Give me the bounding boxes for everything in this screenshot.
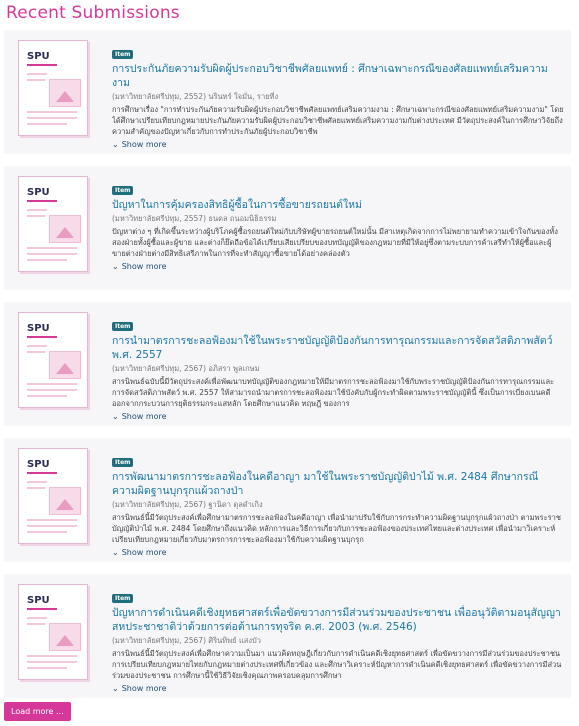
chevron-down-icon: ⌄ bbox=[112, 262, 119, 271]
list-item bbox=[4, 438, 571, 562]
thumbnail-logo: SPU bbox=[27, 595, 50, 606]
item-type-badge: Item bbox=[112, 322, 133, 331]
item-thumbnail[interactable] bbox=[18, 448, 88, 544]
item-title-link[interactable]: ปัญหาการดำเนินคดีเชิงยุทธศาสตร์เพื่อขัดขวางการมีส่วนร่วมของประชาชน เพื่ออนุวัติตามอนุสัญญาสหประชาชาติว่าด้วยการต่อต้านการทุจริต ค.ศ. 2003 (พ.ศ. 2546) bbox=[112, 607, 561, 633]
item-title-link[interactable]: การพัฒนามาตรการชะลอฟ้องในคดีอาญา มาใช้ในพระราชบัญญัติป่าไม้ พ.ศ. 2484 ศึกษากรณีความผิดฐานบุกรุกแผ้วถางป่า bbox=[112, 471, 539, 497]
section-title: Recent Submissions bbox=[6, 3, 180, 23]
item-type-badge: Item bbox=[112, 186, 133, 195]
image-placeholder-icon bbox=[49, 487, 81, 515]
list-item bbox=[4, 302, 571, 426]
chevron-down-icon: ⌄ bbox=[112, 548, 119, 557]
item-type-badge: Item bbox=[112, 458, 133, 467]
chevron-down-icon: ⌄ bbox=[112, 684, 119, 693]
item-thumbnail[interactable] bbox=[18, 312, 88, 408]
image-placeholder-icon bbox=[49, 351, 81, 379]
item-abstract: สารนิพนธ์นี้มีวัตถุประสงค์เพื่อศึกษามาตรการชะลอฟ้องในคดีอาญา เพื่อนำมาปรับใช้กับการกระทำความผิดฐานบุกรุกแผ้วถางป่า ตามพระราชบัญญัติป่าไม้ พ.ศ. 2484 โดยศึกษาถึงแนวคิด หลักการและวิธีการเกี่ยวกับการชะลอฟ้องของประเทศไทยและต่างประเทศ เพื่อนำมาวิเคราะห์ เปรียบเทียบกฎหมายเกี่ยวกับมาตรการการชะลอฟ้องมาใช้กับความผิดฐานบุกรุก bbox=[112, 513, 561, 544]
item-title-link[interactable]: การนำมาตรการชะลอฟ้องมาใช้ในพระราชบัญญัติป้องกันการทารุณกรรมและการจัดสวัสดิภาพสัตว์ พ.ศ. 2557 bbox=[112, 335, 553, 361]
show-more-button[interactable]: ⌄ Show more bbox=[112, 262, 167, 271]
show-more-button[interactable]: ⌄ Show more bbox=[112, 140, 167, 149]
item-abstract: สารนิพนธ์นี้มีวัตถุประสงค์เพื่อศึกษาความเป็นมา แนวคิดทฤษฎีเกี่ยวกับการดำเนินคดีเชิงยุทธศาสตร์ เพื่อขัดขวางการมีส่วนร่วมของประชาชน การเปรียบเทียบกฎหมายไทยกับกฎหมายต่างประเทศที่เกี่ยวข้อง และศึกษาวิเคราะห์ปัญหาการดำเนินคดีเชิงยุทธศาสตร์ เพื่อขัดขวางการมีส่วนร่วมของประชาชน การศึกษานี้ใช้วิธีวิจัยเชิงคุณภาพครอบคลุมการศึกษา bbox=[112, 649, 562, 680]
item-thumbnail[interactable] bbox=[18, 40, 88, 136]
chevron-down-icon: ⌄ bbox=[112, 140, 119, 149]
show-more-button[interactable]: ⌄ Show more bbox=[112, 412, 167, 421]
image-placeholder-icon bbox=[49, 623, 81, 651]
item-title-link[interactable]: การประกันภัยความรับผิดผู้ประกอบวิชาชีพศัลยแพทย์ : ศึกษาเฉพาะกรณีของศัลยแพทย์เสริมความงาม bbox=[112, 63, 548, 89]
item-author: (มหาวิทยาลัยศรีปทุม, 2567) ศิรินทิพย์ แสงบัว bbox=[112, 636, 262, 645]
item-author: (มหาวิทยาลัยศรีปทุม, 2557) ธนดล ถนอมนิธิธรรม bbox=[112, 214, 277, 223]
thumbnail-logo: SPU bbox=[27, 323, 50, 334]
item-abstract: ปัญหาต่าง ๆ ที่เกิดขึ้นระหว่างผู้บริโภคผู้ซื้อรถยนต์ใหม่กับบริษัทผู้ขายรถยนต์ใหม่นั้น มีสาเหตุเกิดจากการไม่พยายามทำความเข้าใจกันของทั้งสองฝ่ายทั้งผู้ซื้อและผู้ขาย และต่างก็ยึดถือข้อได้เปรียบเสียเปรียบของบทบัญญัติของกฎหมายที่มีให้อยู่ซึ่งตามระบบการค้าเสรีทำให้ผู้ซื้อและผู้ขายต่างฝ่ายต่างมีสิทธิเสรีภาพในการที่จะทำสัญญาซื้อขายได้อย่างคล่องตัว bbox=[112, 227, 558, 258]
chevron-down-icon: ⌄ bbox=[112, 412, 119, 421]
item-title-link[interactable]: ปัญหาในการคุ้มครองสิทธิผู้ซื้อในการซื้อขายรถยนต์ใหม่ bbox=[112, 199, 362, 211]
thumbnail-logo: SPU bbox=[27, 51, 50, 62]
item-type-badge: Item bbox=[112, 594, 133, 603]
item-author: (มหาวิทยาลัยศรีปทุม, 2567) อภิสรา พูลเกษม bbox=[112, 364, 260, 373]
list-item bbox=[4, 574, 571, 698]
item-thumbnail[interactable] bbox=[18, 176, 88, 272]
list-item bbox=[4, 30, 571, 154]
show-more-button[interactable]: ⌄ Show more bbox=[112, 684, 167, 693]
item-type-badge: Item bbox=[112, 50, 133, 59]
image-placeholder-icon bbox=[49, 79, 81, 107]
load-more-button[interactable]: Load more ... bbox=[4, 702, 71, 721]
item-abstract: สารนิพนธ์ฉบับนี้มีวัตถุประสงค์เพื่อพัฒนาบทบัญญัติของกฎหมายให้มีมาตรการชะลอฟ้องมาใช้กับพระราชบัญญัติป้องกันการทารุณกรรมและการจัดสวัสดิภาพสัตว์ พ.ศ. 2557 ให้สามารถนำมาตรการชะลอฟ้องมาใช้บังคับกับผู้กระทำผิดตามพระราชบัญญัตินี้ ซึ่งเป็นการเบี่ยงเบนคดีออกจากกระบวนการยุติธรรมกระแสหลัก โดยศึกษาแนวคิด ทฤษฎี ของการ bbox=[112, 377, 555, 408]
image-placeholder-icon bbox=[49, 215, 81, 243]
item-author: (มหาวิทยาลัยศรีปทุม, 2552) นรินทร์ ใจมั่น, รายที่ง bbox=[112, 92, 279, 101]
show-more-button[interactable]: ⌄ Show more bbox=[112, 548, 167, 557]
item-author: (มหาวิทยาลัยศรีปทุม, 2567) ฐานิดา ดุลดำเกิง bbox=[112, 500, 263, 509]
item-thumbnail[interactable] bbox=[18, 584, 88, 680]
thumbnail-logo: SPU bbox=[27, 187, 50, 198]
thumbnail-logo: SPU bbox=[27, 459, 50, 470]
item-abstract: การศึกษาเรื่อง "การทำประกันภัยความรับผิดผู้ประกอบวิชาชีพศัลยแพทย์เสริมความงาม : ศึกษาเฉพาะกรณีของศัลยแพทย์เสริมความงาม" โดยได้ศึกษาเปรียบเทียบกฎหมายประกันภัยความรับผิดผู้ประกอบวิชาชีพศัลยแพทย์เสริมความงามกับต่างประเทศ มีวัตถุประสงค์ในการศึกษาวิจัยถึงความสำคัญของปัญหาเกี่ยวกับการทำประกันภัยผู้ประกอบวิชาชีพ bbox=[112, 105, 564, 136]
list-item bbox=[4, 166, 571, 290]
submissions-list bbox=[4, 30, 571, 710]
